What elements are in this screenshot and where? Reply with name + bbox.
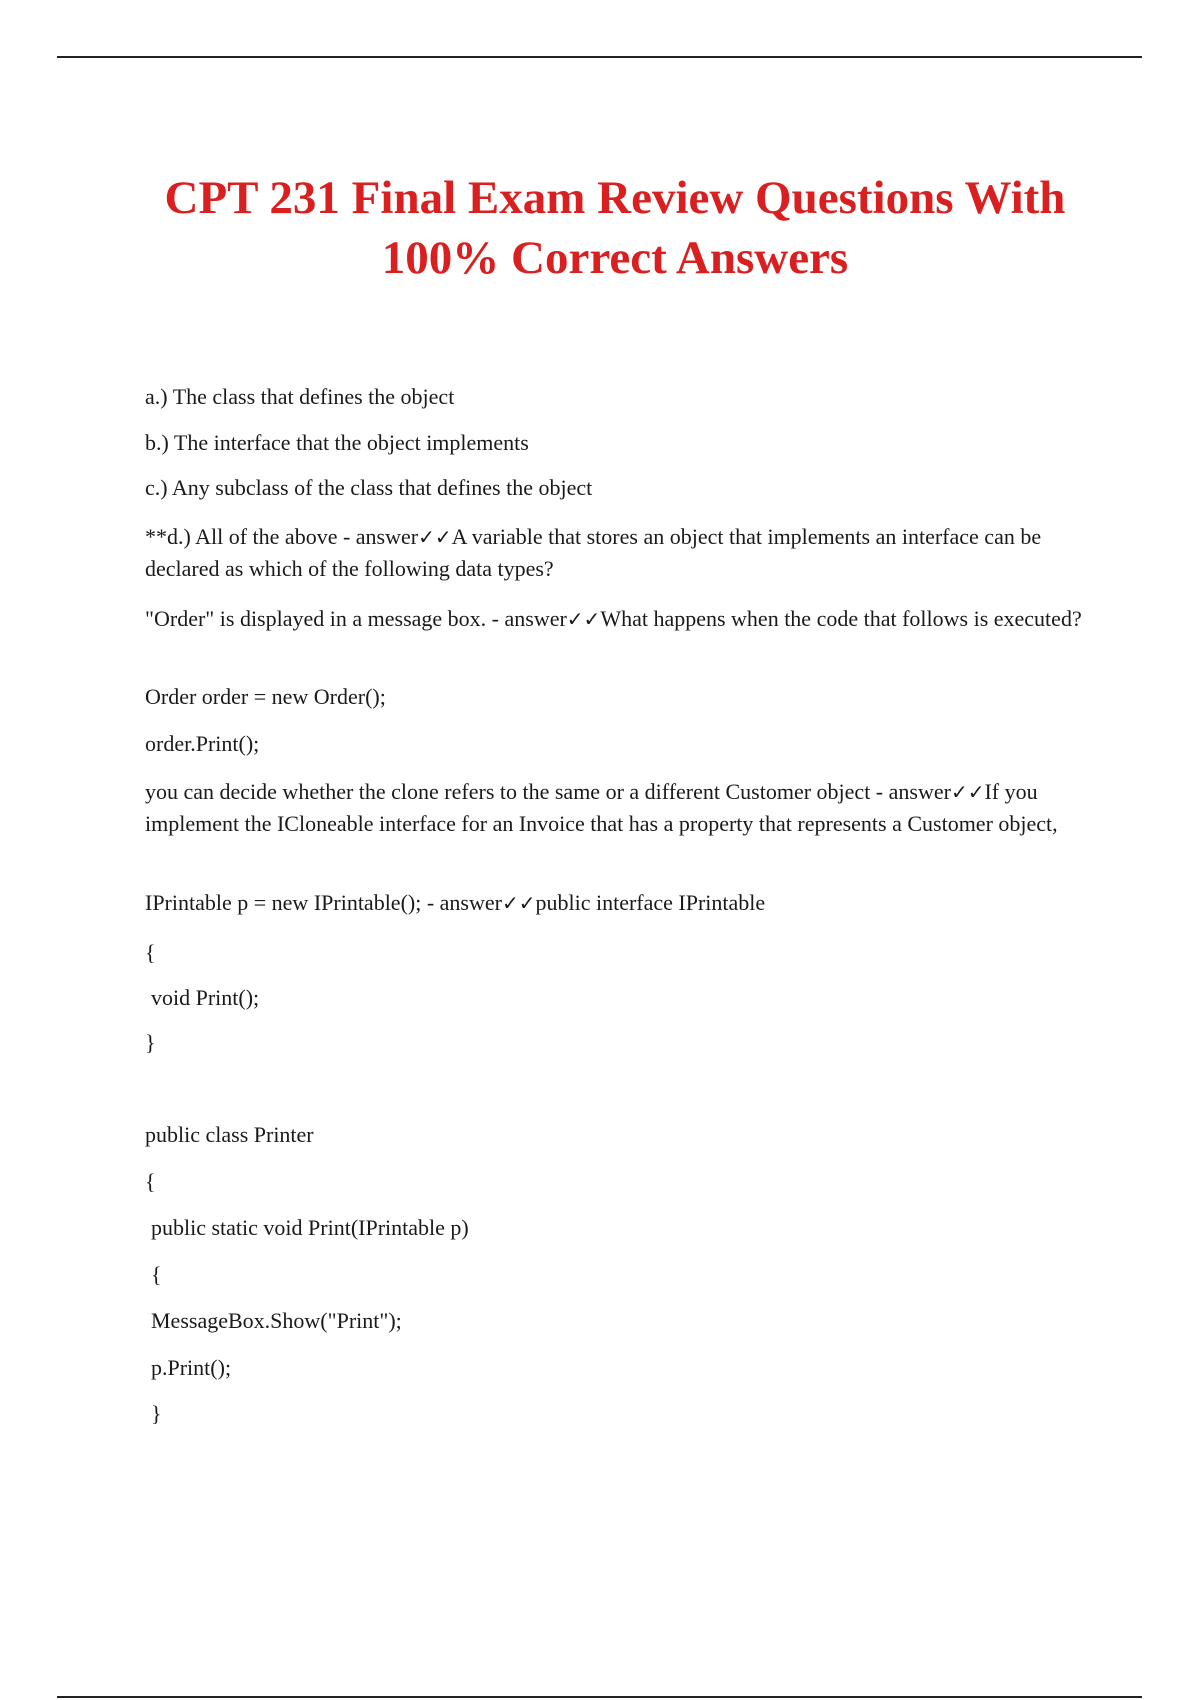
- qa-item-3: [145, 776, 1095, 840]
- check-icon: ✓✓: [950, 780, 985, 804]
- check-icon: ✓✓: [566, 607, 601, 631]
- code-line: }: [151, 1401, 162, 1426]
- code-line: {: [151, 1262, 162, 1287]
- answer-text: IPrintable p = new IPrintable(); - answer: [145, 890, 502, 915]
- question-text: public interface IPrintable: [535, 890, 766, 915]
- code-line: {: [145, 940, 156, 965]
- answer-text: you can decide whether the clone refers to the same or a different Customer object - answer: [145, 779, 951, 804]
- qa-item-1: [145, 521, 1095, 585]
- code-line: p.Print();: [151, 1355, 232, 1380]
- question-text: What happens when the code that follows is executed?: [600, 606, 1082, 631]
- code-line: Order order = new Order();: [145, 684, 386, 709]
- answer-text: "Order" is displayed in a message box. - answer: [145, 606, 567, 631]
- code-line: }: [145, 1030, 156, 1055]
- qa-item-2: [145, 603, 1095, 635]
- title-line-2: 100% Correct Answers: [381, 232, 849, 284]
- code-line: {: [145, 1169, 156, 1194]
- code-line: void Print();: [151, 985, 260, 1010]
- option-a: a.) The class that defines the object: [145, 384, 455, 409]
- code-line: order.Print();: [145, 731, 260, 756]
- code-line: public static void Print(IPrintable p): [151, 1215, 469, 1240]
- question-text: A variable that stores an object that implements an interface can be declared as which of the following data types?: [145, 524, 1042, 581]
- bottom-rule: [57, 1696, 1142, 1698]
- option-c: c.) Any subclass of the class that defines the object: [145, 475, 593, 500]
- question-text: If you implement the ICloneable interface for an Invoice that has a property that represents a Customer object,: [145, 779, 1058, 836]
- check-icon: ✓✓: [501, 891, 536, 915]
- code-line: public class Printer: [145, 1122, 314, 1147]
- title-line-1: CPT 231 Final Exam Review Questions With: [164, 172, 1066, 224]
- check-icon: ✓✓: [418, 525, 452, 549]
- answer-text: **d.) All of the above - answer: [145, 524, 419, 549]
- qa-item-4: [145, 887, 1095, 919]
- code-line: MessageBox.Show("Print");: [151, 1308, 402, 1333]
- option-b: b.) The interface that the object implements: [145, 430, 529, 455]
